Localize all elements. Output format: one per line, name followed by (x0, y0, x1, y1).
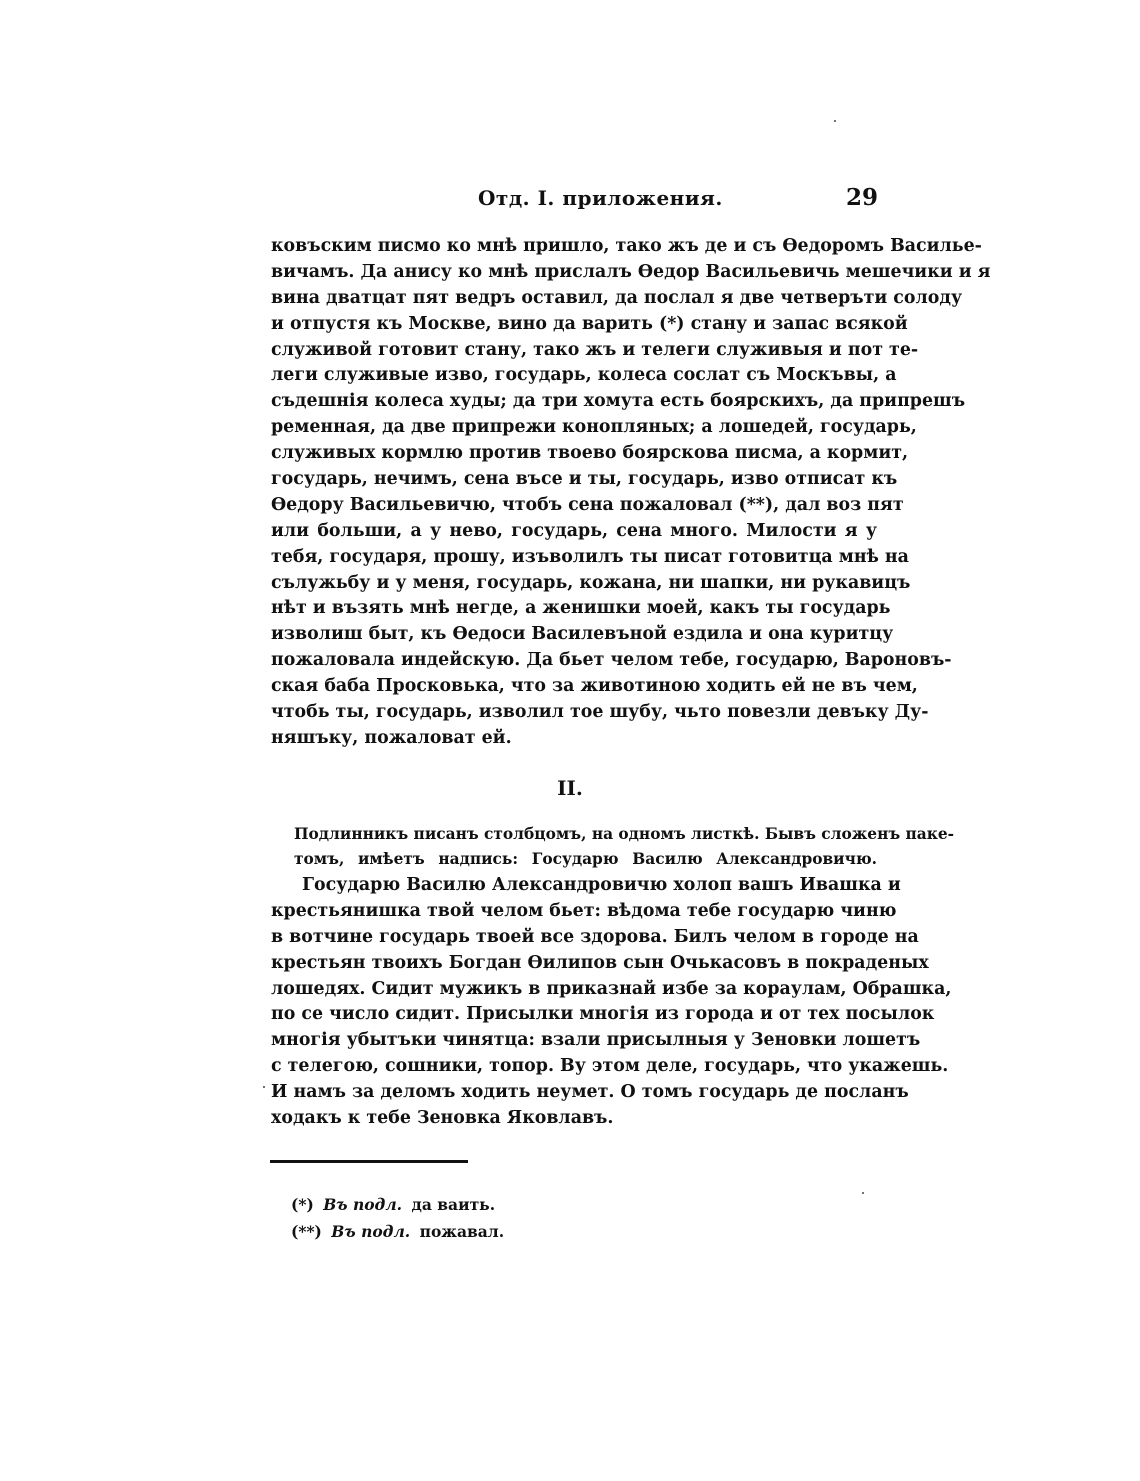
text-line: в вотчине государь твоей все здорова. Билъ челом в городе на (271, 926, 919, 947)
text-line: няшъку, пожаловат ей. (271, 727, 512, 748)
text-line: ская баба Просковька, что за животиною ходить ей не въ чем, (271, 676, 918, 697)
text-line: или больши, а у нево, государь, сена много. Милости я у (271, 520, 877, 541)
text-line: изволиш быт, къ Ѳедоси Василевъной ездила и она куритцу (271, 624, 894, 645)
footnote-mark: (*) (291, 1195, 314, 1214)
text-line: сълужьбу и у меня, государь, кожана, ни шапки, ни рукавицъ (271, 572, 911, 593)
footnote (291, 1218, 504, 1245)
footnote-text: пожавал. (419, 1222, 505, 1241)
scan-speck (834, 120, 836, 122)
section-heading: II. (557, 776, 583, 800)
note-line: томъ, имѣетъ надпись: Государю Василю Александровичю. (294, 850, 877, 868)
text-line: служивой готовит стану, тако жъ и телеги служивыя и пот те- (271, 339, 919, 360)
text-line: тебя, государя, прошу, изъволилъ ты писат готовитца мнѣ на (271, 546, 909, 567)
text-line: многія убытъки чинятца: взали присылныя у Зеновки лошетъ (271, 1030, 921, 1051)
text-line: леги служивые изво, государь, колеса сослат съ Москъвы, а (271, 365, 897, 386)
text-line: съдешнія колеса худы; да три хомута есть боярскихъ, да припрешъ (271, 391, 966, 412)
footnotes (291, 1191, 504, 1245)
letter-text-part-2 (271, 873, 952, 1132)
footnote-text: да ваить. (411, 1195, 496, 1214)
running-title: Отд. I. приложения. (478, 186, 723, 210)
text-line: нѣт и възять мнѣ негде, а женишки моей, какъ ты государь (271, 598, 891, 619)
footnote-abbreviation: Въ подл. (331, 1222, 411, 1241)
letter-text-part-1 (271, 234, 991, 752)
text-line: ременная, да две припрежи конопляных; а лошедей, государь, (271, 417, 917, 438)
text-line: крестьян твоихъ Богдан Ѳилипов сын Очькасовъ в покраденых (271, 952, 929, 973)
text-line: лошедях. Сидит мужикъ в приказнай избе за кораулам, Обрашка, (271, 978, 952, 999)
text-line: ходакъ к тебе Зеновка Яковлавъ. (271, 1108, 614, 1129)
text-line: государь, нечимъ, сена въсе и ты, государь, изво отписат къ (271, 469, 898, 490)
source-note (294, 822, 955, 872)
text-line: пожаловала индейскую. Да бьет челом тебе, государю, Вароновъ- (271, 650, 952, 671)
text-line: Ѳедору Васильевичю, чтобъ сена пожаловал (**), дал воз пят (271, 494, 904, 515)
text-line: ковъским писмо ко мнѣ пришло, тако жъ де и съ Ѳедоромъ Василье- (271, 236, 982, 256)
text-line: с телегою, сошники, топор. Ву этом деле, государь, что укажешь. (271, 1056, 949, 1077)
text-line: служивых кормлю против твоево боярскова писма, а кормит, (271, 443, 909, 464)
text-line: чтобь ты, государь, изволил тое шубу, чьто повезли девъку Ду- (271, 702, 929, 723)
scan-speck (263, 1086, 265, 1088)
footnote-divider (270, 1160, 468, 1163)
text-line: Государю Василю Александровичю холоп вашъ Ивашка и (302, 875, 901, 895)
footnote-abbreviation: Въ подл. (323, 1195, 403, 1214)
footnote-mark: (**) (291, 1222, 322, 1241)
text-line: по се число сидит. Присылки многія из города и от тех посылок (271, 1004, 935, 1025)
note-line: Подлинникъ писанъ столбцомъ, на одномъ листкѣ. Бывъ сложенъ паке- (294, 825, 955, 843)
footnote (291, 1191, 504, 1218)
text-line: вина дватцат пят ведръ оставил, да послал я две четверъти солоду (271, 287, 963, 308)
text-line: и отпустя къ Москве, вино да варить (*) стану и запас всякой (271, 313, 908, 334)
text-line: вичамъ. Да анису ко мнѣ прислалъ Ѳедор Васильевичь мешечики и я (271, 261, 991, 282)
page-header (270, 186, 880, 218)
text-line: крестьянишка твой челом бьет: вѣдома тебе государю чиню (271, 900, 897, 921)
page-number: 29 (845, 184, 878, 211)
scan-speck (862, 1192, 864, 1194)
text-line: И намъ за деломъ ходить неумет. О томъ государь де посланъ (271, 1082, 909, 1103)
